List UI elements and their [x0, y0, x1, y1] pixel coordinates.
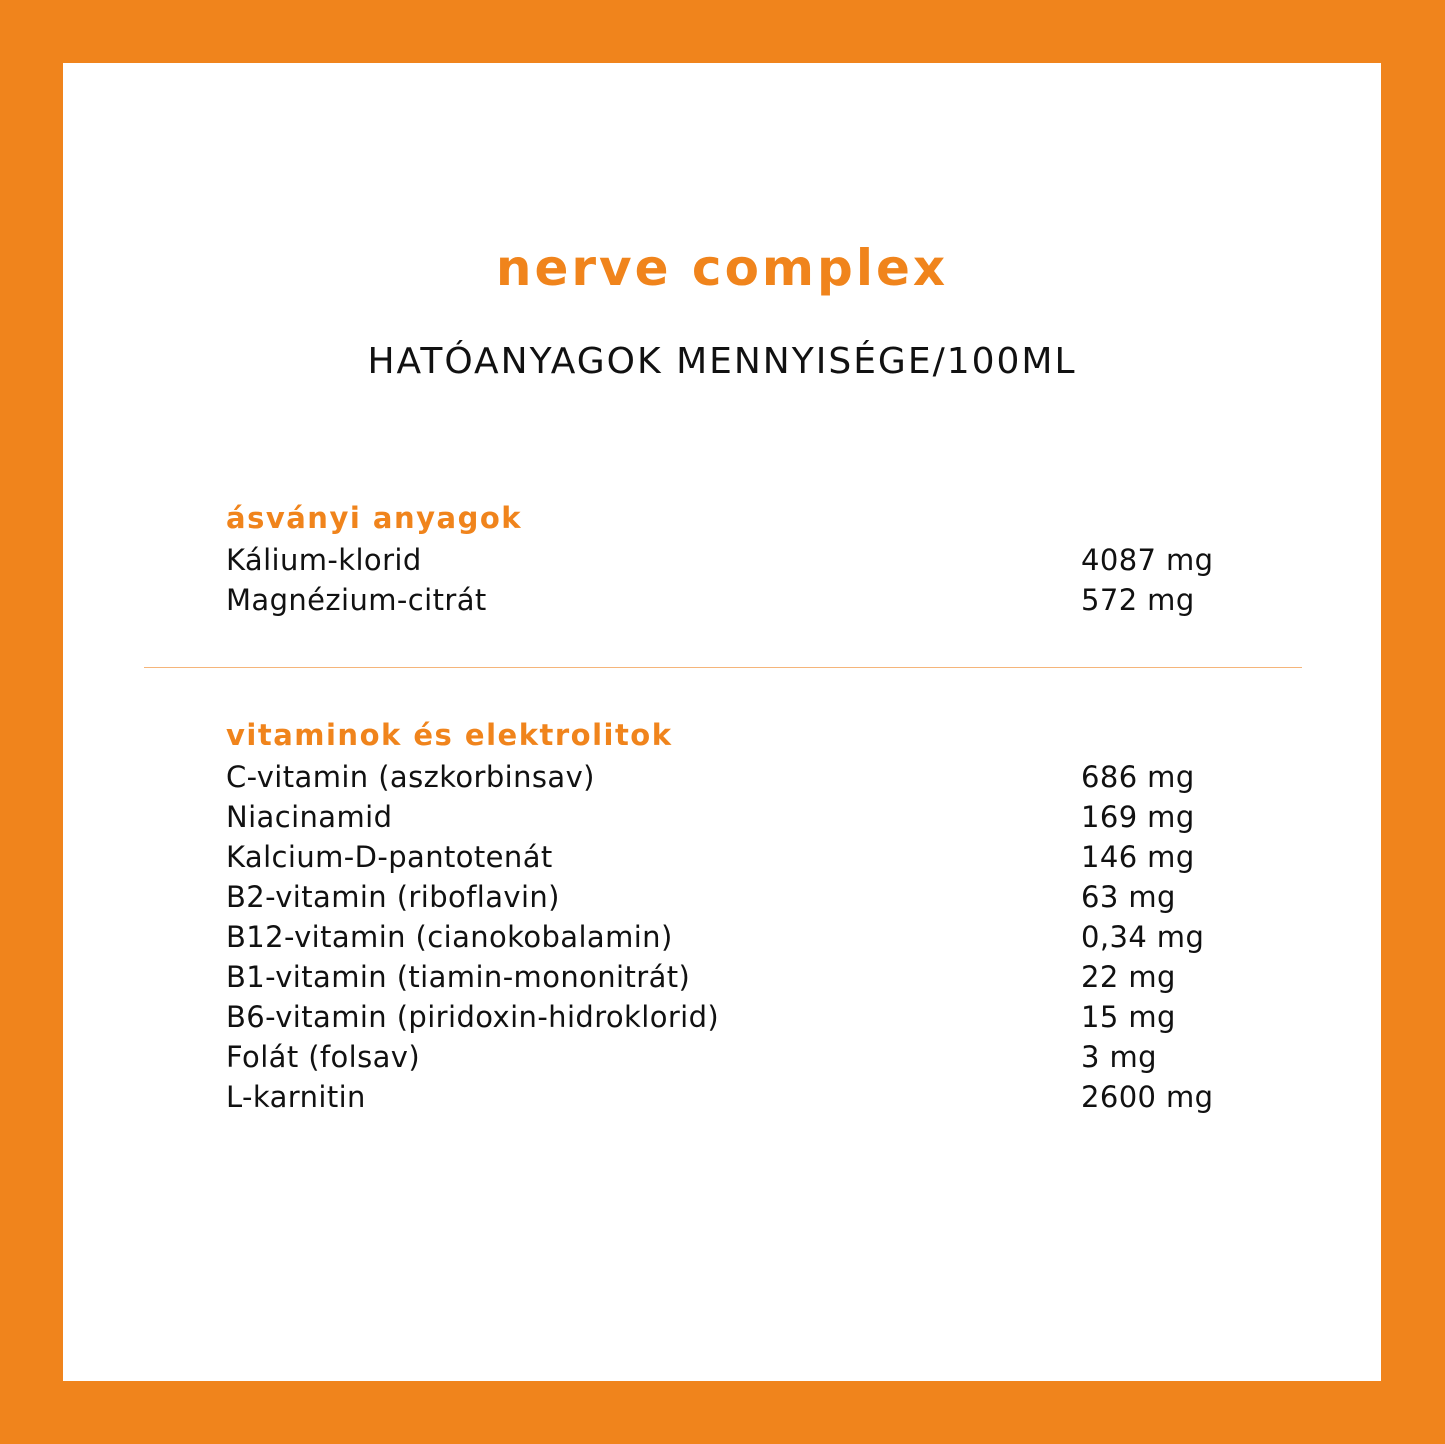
ingredient-amount: 22 mg — [1081, 960, 1176, 994]
product-title: nerve complex — [495, 239, 949, 297]
ingredient-amount: 4087 mg — [1081, 543, 1214, 577]
ingredient-row — [226, 797, 1226, 837]
ingredient-name: B1-vitamin (tiamin-mononitrát) — [226, 960, 691, 994]
vitamins-section — [226, 717, 1226, 1117]
ingredient-name: Niacinamid — [226, 800, 393, 834]
ingredient-name: Kalcium-D-pantotenát — [226, 840, 553, 874]
ingredient-name: C-vitamin (aszkorbinsav) — [226, 760, 595, 794]
ingredient-row — [226, 957, 1226, 997]
section-divider — [144, 667, 1302, 668]
ingredient-name: Magnézium-citrát — [226, 583, 487, 617]
ingredient-row — [226, 877, 1226, 917]
ingredient-amount: 3 mg — [1081, 1040, 1157, 1074]
ingredient-amount: 572 mg — [1081, 583, 1195, 617]
ingredient-amount: 63 mg — [1081, 880, 1176, 914]
ingredient-row — [226, 540, 1226, 580]
ingredient-row — [226, 917, 1226, 957]
content-panel — [63, 63, 1381, 1381]
ingredient-row — [226, 580, 1226, 620]
ingredient-name: B6-vitamin (piridoxin-hidroklorid) — [226, 1000, 720, 1034]
ingredient-row — [226, 757, 1226, 797]
ingredient-amount: 146 mg — [1081, 840, 1195, 874]
ingredient-row — [226, 1077, 1226, 1117]
ingredient-row — [226, 1037, 1226, 1077]
ingredient-name: Folát (folsav) — [226, 1040, 421, 1074]
ingredient-name: B2-vitamin (riboflavin) — [226, 880, 560, 914]
ingredient-amount: 2600 mg — [1081, 1080, 1214, 1114]
ingredient-row — [226, 997, 1226, 1037]
ingredient-name: L-karnitin — [226, 1080, 366, 1114]
minerals-section — [226, 500, 1226, 620]
vitamins-heading: vitaminok és elektrolitok — [226, 718, 673, 752]
ingredient-amount: 686 mg — [1081, 760, 1195, 794]
ingredient-name: B12-vitamin (cianokobalamin) — [226, 920, 673, 954]
ingredient-amount: 0,34 mg — [1081, 920, 1205, 954]
ingredient-amount: 169 mg — [1081, 800, 1195, 834]
ingredient-name: Kálium-klorid — [226, 543, 422, 577]
page-subtitle: HATÓANYAGOK MENNYISÉGE/100ML — [367, 341, 1077, 382]
ingredient-row — [226, 837, 1226, 877]
ingredient-amount: 15 mg — [1081, 1000, 1176, 1034]
minerals-heading: ásványi anyagok — [226, 501, 523, 535]
